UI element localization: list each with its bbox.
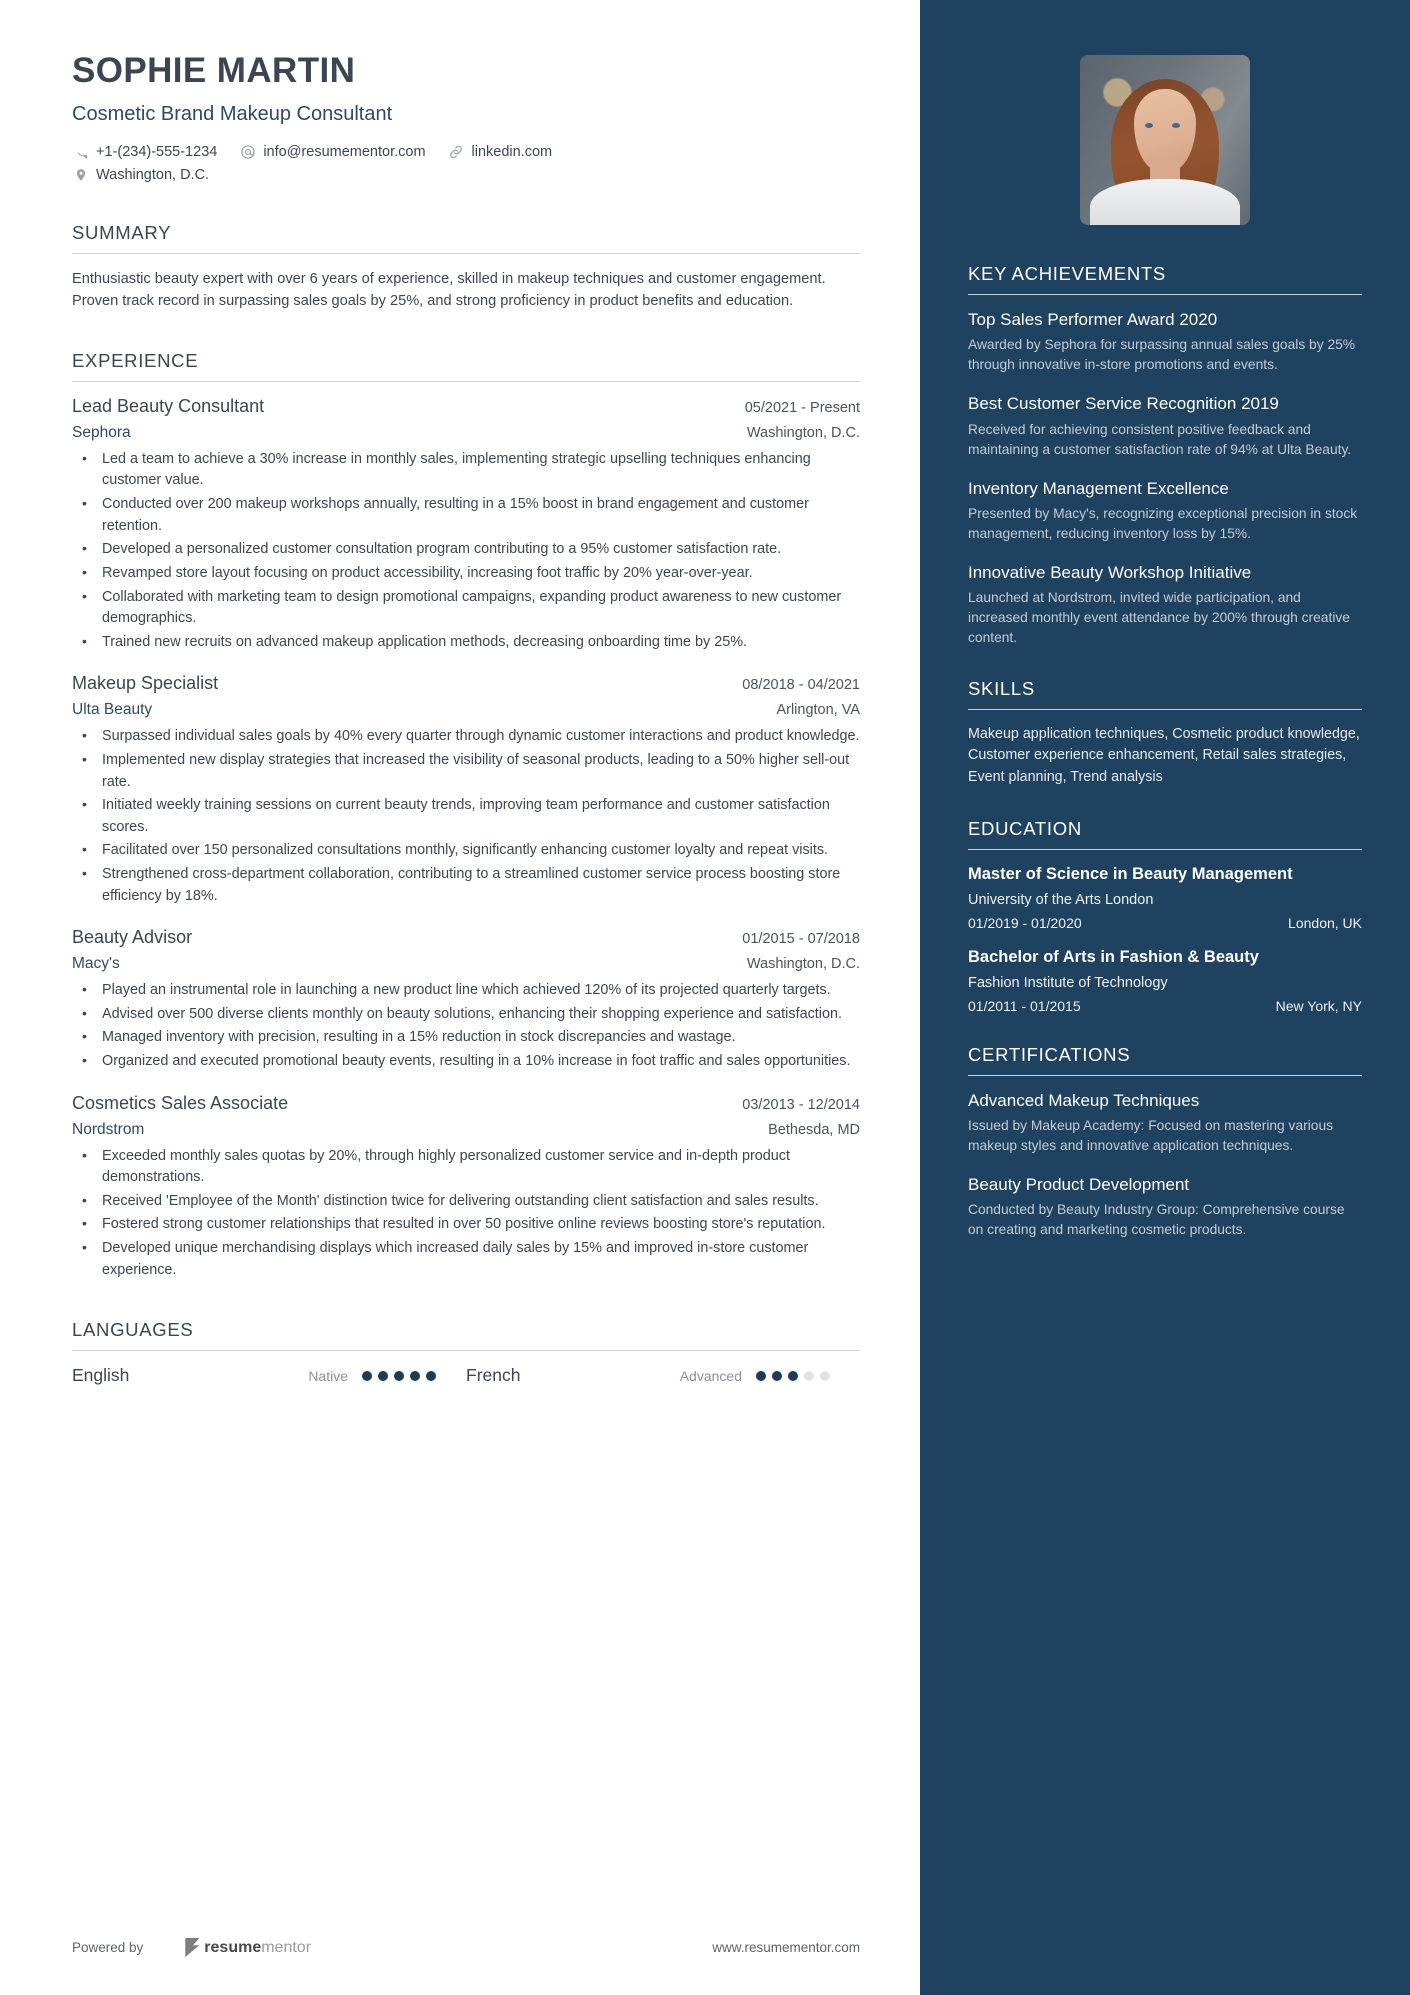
experience-dates: 01/2015 - 07/2018 (742, 931, 860, 948)
contact-linkedin[interactable] (448, 144, 553, 161)
language-level-dot (772, 1371, 782, 1381)
experience-bullet: • Revamped store layout focusing on product accessibility, increasing foot traffic by 20% year-over-year. (72, 563, 860, 585)
education-meta (968, 915, 1362, 931)
language-level: Advanced (679, 1367, 742, 1384)
experience-bullet: • Organized and executed promotional beauty events, resulting in a 10% increase in foot traffic and sales opportunities. (72, 1051, 860, 1073)
achievement-item (968, 309, 1362, 375)
experience-bullet: • Surpassed individual sales goals by 40% every quarter through dynamic customer interactions and product knowledge. (72, 726, 860, 748)
experience-item (72, 1093, 860, 1282)
experience-title-row (72, 927, 860, 948)
achievement-title: Innovative Beauty Workshop Initiative (968, 562, 1252, 582)
experience-bullet: • Advised over 500 diverse clients monthly on beauty solutions, enhancing their shopping experience and satisfaction. (72, 1004, 860, 1026)
experience-item (72, 396, 860, 653)
achievement-title: Best Customer Service Recognition 2019 (968, 394, 1279, 414)
certifications-section (968, 1044, 1362, 1241)
divider (72, 253, 860, 254)
resumementor-logo (185, 1938, 311, 1957)
contact-location (72, 167, 209, 184)
certifications-heading: CERTIFICATIONS (968, 1043, 1131, 1065)
summary-text: Enthusiastic beauty expert with over 6 years of experience, skilled in makeup techniques and customer engagement. Proven track record in surpassing sales goals by 25%, and strong proficiency in product benefits and education. (72, 270, 826, 309)
certifications-list (968, 1090, 1362, 1241)
job-title: Cosmetic Brand Makeup Consultant (72, 102, 393, 125)
language-level-dot (362, 1371, 372, 1381)
certification-item (968, 1090, 1362, 1156)
experience-bullet: • Implemented new display strategies that increased the visibility of seasonal products, leading to a 50% higher sell-out rate. (72, 750, 860, 793)
brand-name-light: mentor (261, 1938, 312, 1956)
key-achievements-section (968, 263, 1362, 648)
skills-section (968, 678, 1362, 788)
language-level-dot (426, 1371, 436, 1381)
contact-linkedin-text: linkedin.com (471, 144, 553, 160)
contact-info (72, 144, 860, 184)
certification-description: Conducted by Beauty Industry Group: Comprehensive course on creating and marketing cosmetic products. (968, 1202, 1345, 1238)
powered-by-label: Powered by (72, 1940, 144, 1955)
education-degree: Master of Science in Beauty Management (968, 865, 1293, 884)
experience-bullet: • Facilitated over 150 personalized consultations monthly, significantly enhancing customer loyalty and repeat visits. (72, 840, 860, 862)
experience-bullet: • Developed unique merchandising displays which increased daily sales by 15% and improved in-store customer experience. (72, 1238, 860, 1281)
education-meta (968, 998, 1362, 1014)
avatar (1080, 55, 1250, 225)
languages-section (72, 1319, 860, 1386)
experience-location: Washington, D.C. (746, 424, 860, 441)
language-item (466, 1365, 860, 1386)
experience-bullet: • Managed inventory with precision, resulting in a 15% reduction in stock discrepancies and wastage. (72, 1027, 860, 1049)
languages-heading: LANGUAGES (72, 1319, 194, 1341)
achievement-description: Received for achieving consistent positive feedback and maintaining a customer satisfaction rate of 94% at Ulta Beauty. (968, 421, 1352, 457)
contact-phone[interactable] (72, 144, 217, 161)
experience-list (72, 396, 860, 1281)
languages-list (72, 1365, 860, 1386)
achievements-list (968, 309, 1362, 648)
link-icon (448, 144, 465, 161)
language-level-dots (362, 1371, 436, 1381)
experience-company: Sephora (72, 423, 131, 441)
experience-item (72, 673, 860, 907)
contact-phone-text: +1-(234)-555-1234 (96, 144, 218, 160)
avatar-eye-left (1145, 123, 1153, 128)
footer-website: www.resumementor.com (712, 1940, 860, 1955)
experience-bullet: • Fostered strong customer relationships that resulted in over 50 positive online reviews boosting store's reputation. (72, 1214, 860, 1236)
language-name: French (466, 1365, 521, 1386)
education-location: London, UK (1288, 914, 1362, 931)
experience-role: Lead Beauty Consultant (72, 395, 265, 416)
experience-bullet: • Strengthened cross-department collaboration, contributing to a streamlined customer service process boosting store efficiency by 18%. (72, 864, 860, 907)
powered-by (72, 1940, 143, 1955)
language-level-dot (756, 1371, 766, 1381)
education-dates: 01/2019 - 01/2020 (968, 914, 1082, 931)
experience-bullet: • Exceeded monthly sales quotas by 20%, through highly personalized customer service and in-depth product demonstrations. (72, 1146, 860, 1189)
language-level-dot (804, 1371, 814, 1381)
contact-location-text: Washington, D.C. (96, 167, 210, 183)
divider (968, 294, 1362, 295)
experience-bullet: • Collaborated with marketing team to design promotional campaigns, expanding product awareness to new customer demographics. (72, 587, 860, 630)
experience-heading: EXPERIENCE (72, 349, 199, 371)
experience-bullet: • Led a team to achieve a 30% increase in monthly sales, implementing strategic upselling techniques enhancing customer value. (72, 449, 860, 492)
education-section (968, 818, 1362, 1013)
achievement-description: Launched at Nordstrom, invited wide participation, and increased monthly event attendance by 200% through creative content. (968, 590, 1350, 645)
phone-icon (72, 144, 89, 161)
experience-title-row (72, 1093, 860, 1114)
education-school: University of the Arts London (968, 891, 1154, 908)
summary-section (72, 222, 860, 312)
experience-bullets (72, 449, 860, 653)
language-level-dots (756, 1371, 830, 1381)
experience-role: Makeup Specialist (72, 673, 219, 694)
language-level-dot (788, 1371, 798, 1381)
achievement-item (968, 478, 1362, 544)
experience-company-row (72, 701, 860, 719)
contact-line-primary (72, 144, 860, 161)
experience-location: Arlington, VA (776, 702, 860, 719)
experience-bullet: • Trained new recruits on advanced makeup application methods, decreasing onboarding time by 25%. (72, 632, 860, 654)
experience-location: Washington, D.C. (746, 956, 860, 973)
location-pin-icon (72, 167, 89, 184)
experience-bullets (72, 1146, 860, 1282)
language-level-dot (410, 1371, 420, 1381)
contact-email[interactable] (239, 144, 425, 161)
experience-bullets (72, 980, 860, 1072)
experience-section (72, 350, 860, 1281)
experience-bullet: • Conducted over 200 makeup workshops annually, resulting in a 15% boost in brand engagement and customer retention. (72, 494, 860, 537)
experience-company-row (72, 1121, 860, 1139)
avatar-shirt (1090, 179, 1240, 225)
contact-line-secondary (72, 167, 860, 184)
language-level: Native (308, 1367, 348, 1384)
experience-company: Ulta Beauty (72, 701, 153, 719)
experience-role: Beauty Advisor (72, 927, 193, 948)
divider (968, 709, 1362, 710)
experience-company: Macy's (72, 955, 120, 973)
experience-company: Nordstrom (72, 1120, 145, 1138)
language-name: English (72, 1365, 130, 1386)
language-item (72, 1365, 466, 1386)
language-level-dot (820, 1371, 830, 1381)
experience-dates: 08/2018 - 04/2021 (742, 677, 860, 694)
experience-bullet: • Played an instrumental role in launching a new product line which achieved 120% of its projected quarterly targets. (72, 980, 860, 1002)
divider (968, 849, 1362, 850)
experience-bullets (72, 726, 860, 907)
experience-company-row (72, 424, 860, 442)
achievement-description: Presented by Macy's, recognizing exceptional precision in stock management, reducing inventory loss by 15%. (968, 505, 1358, 541)
divider (72, 1350, 860, 1351)
sidebar (920, 0, 1410, 1995)
skills-text: Makeup application techniques, Cosmetic product knowledge, Customer experience enhancement, Retail sales strategies, Event planning, Trend analysis (968, 726, 1360, 785)
achievement-item (968, 393, 1362, 459)
experience-title-row (72, 673, 860, 694)
experience-title-row (72, 396, 860, 417)
education-school: Fashion Institute of Technology (968, 974, 1168, 991)
divider (968, 1075, 1362, 1076)
experience-bullet: • Initiated weekly training sessions on current beauty trends, improving team performance and customer satisfaction scores. (72, 795, 860, 838)
education-heading: EDUCATION (968, 818, 1082, 840)
skills-heading: SKILLS (968, 678, 1035, 699)
experience-company-row (72, 955, 860, 973)
education-item (968, 864, 1362, 931)
email-icon (239, 144, 256, 161)
avatar-eye-right (1172, 123, 1180, 128)
achievement-item (968, 562, 1362, 648)
contact-email-text: info@resumementor.com (263, 144, 426, 160)
key-achievements-heading: KEY ACHIEVEMENTS (968, 263, 1166, 284)
experience-dates: 03/2013 - 12/2014 (742, 1096, 860, 1113)
experience-bullet: • Developed a personalized customer consultation program contributing to a 95% customer satisfaction rate. (72, 539, 860, 561)
divider (72, 381, 860, 382)
experience-location: Bethesda, MD (768, 1121, 860, 1138)
experience-bullet: • Received 'Employee of the Month' distinction twice for delivering outstanding client satisfaction and sales results. (72, 1191, 860, 1213)
language-level-dot (394, 1371, 404, 1381)
achievement-title: Top Sales Performer Award 2020 (968, 310, 1218, 329)
certification-item (968, 1174, 1362, 1240)
education-dates: 01/2011 - 01/2015 (968, 997, 1081, 1014)
certification-title: Beauty Product Development (968, 1174, 1190, 1194)
page-title: SOPHIE MARTIN (72, 51, 356, 90)
resumementor-mark-icon (185, 1938, 199, 1957)
experience-item (72, 927, 860, 1072)
education-degree: Bachelor of Arts in Fashion & Beauty (968, 947, 1259, 966)
experience-role: Cosmetics Sales Associate (72, 1092, 289, 1113)
achievement-title: Inventory Management Excellence (968, 478, 1229, 498)
education-location: New York, NY (1275, 997, 1362, 1014)
experience-dates: 05/2021 - Present (744, 399, 860, 416)
language-level-dot (378, 1371, 388, 1381)
education-item (968, 947, 1362, 1014)
education-list (968, 864, 1362, 1013)
brand-name-bold: resume (204, 1938, 262, 1956)
footer (72, 1938, 860, 1957)
summary-heading: SUMMARY (72, 221, 172, 243)
certification-description: Issued by Makeup Academy: Focused on mastering various makeup styles and innovative application techniques. (968, 1117, 1334, 1153)
certification-title: Advanced Makeup Techniques (968, 1090, 1200, 1110)
achievement-description: Awarded by Sephora for surpassing annual sales goals by 25% through innovative in-store promotions and events. (968, 337, 1356, 373)
avatar-wrap (968, 55, 1362, 225)
